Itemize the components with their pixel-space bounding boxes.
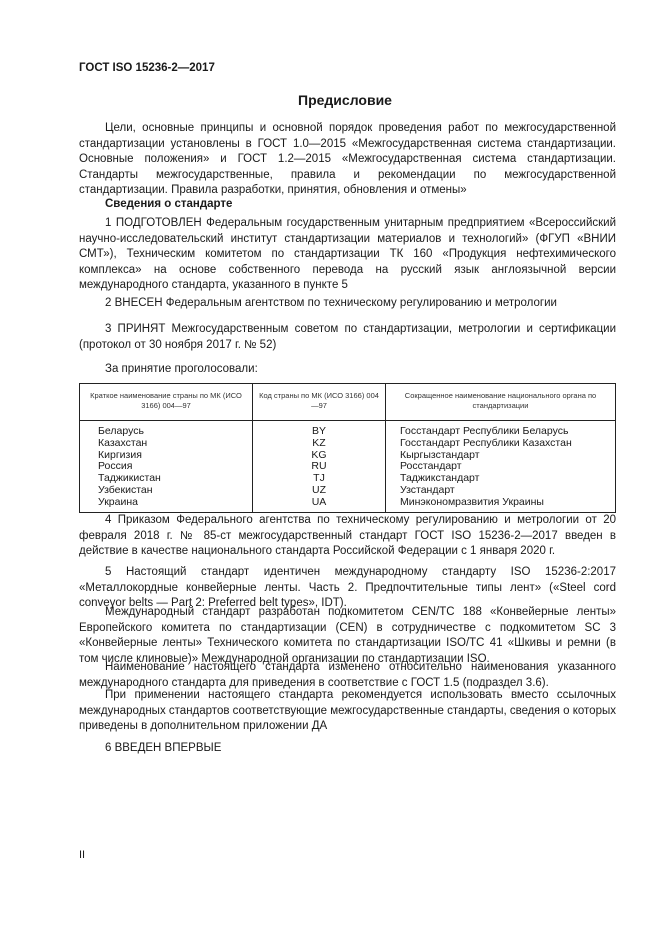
- body-cell: Росстандарт: [386, 461, 616, 473]
- table-row: [80, 438, 616, 450]
- code-cell: RU: [253, 461, 386, 473]
- item-5-name-change-paragraph: Наименование настоящего стандарта изменено относительно наименования указанного международного стандарта для приведения в соответствие с ГОСТ 1.5 (подраздел 3.6).: [79, 661, 616, 689]
- item-3-paragraph: 3 ПРИНЯТ Межгосударственным советом по стандартизации, метрологии и сертификации (протокол от 30 ноября 2017 г. № 52): [79, 323, 616, 351]
- table-header-body: Сокращенное наименование национального органа по стандартизации: [386, 384, 616, 421]
- table-row: [80, 497, 616, 512]
- table-header-row: [80, 384, 616, 421]
- item-1-paragraph: 1 ПОДГОТОВЛЕН Федеральным государственным унитарным предприятием «Всероссийский научно-исследовательский институт стандартизации материалов и технологий» (ФГУП «ВНИИ СМТ»), Техническим комитетом по стандартизации ТК 160 «Продукция нефтехимического комплекса» на основе собственного перевода на русский язык англоязычной версии международного стандарта, указанного в пункте 5: [79, 217, 616, 292]
- intro-paragraph: Цели, основные принципы и основной порядок проведения работ по межгосударственной стандартизации установлены в ГОСТ 1.0—2015 «Межгосударственная система стандартизации. Основные положения» и ГОСТ 1.2—2015 «Межгосударственная система стандартизации. Стандарты межгосударственные, правила и рекомендации по межгосударственной стандартизации. Правила разработки, принятия, обновления и отмены»: [79, 122, 616, 197]
- document-header: ГОСТ ISO 15236-2—2017: [79, 62, 215, 74]
- page-number: II: [79, 849, 86, 861]
- body-cell: Госстандарт Республики Казахстан: [386, 438, 616, 450]
- item-4-paragraph: 4 Приказом Федерального агентства по техническому регулированию и метрологии от 20 февраля 2018 г. № 85-ст межгосударственный стандарт ГОСТ ISO 15236-2—2017 введен в действие в качестве национального стандарта Российской Федерации с 1 января 2020 г.: [79, 514, 616, 558]
- code-cell: TJ: [253, 473, 386, 485]
- body-cell: Госстандарт Республики Беларусь: [386, 421, 616, 438]
- section-subheading: Сведения о стандарте: [105, 198, 233, 210]
- table-header-country: Краткое наименование страны по МК (ИСО 3166) 004—97: [80, 384, 253, 421]
- code-cell: BY: [253, 421, 386, 438]
- code-cell: UA: [253, 497, 386, 512]
- country-cell: Украина: [80, 497, 253, 512]
- body-cell: Узстандарт: [386, 485, 616, 497]
- country-cell: Узбекистан: [80, 485, 253, 497]
- item-2-paragraph: 2 ВНЕСЕН Федеральным агентством по техническому регулированию и метрологии: [105, 297, 557, 309]
- body-cell: Таджикстандарт: [386, 473, 616, 485]
- code-cell: KZ: [253, 438, 386, 450]
- country-cell: Казахстан: [80, 438, 253, 450]
- page-title: Предисловие: [298, 92, 392, 108]
- table-row: [80, 421, 616, 438]
- item-5-paragraph: 5 Настоящий стандарт идентичен международному стандарту ISO 15236-2:2017 «Металлокордные конвейерные ленты. Часть 2. Предпочтительные типы лент» («Steel cord conveyor belts — Part 2: Preferred belt types», IDT).: [79, 566, 616, 610]
- table-header-code: Код страны по МК (ИСО 3166) 004—97: [253, 384, 386, 421]
- table-row: [80, 473, 616, 485]
- country-cell: Россия: [80, 461, 253, 473]
- table-row: [80, 485, 616, 497]
- item-6-paragraph: 6 ВВЕДЕН ВПЕРВЫЕ: [105, 742, 222, 754]
- voted-label: За принятие проголосовали:: [105, 363, 258, 375]
- country-cell: Таджикистан: [80, 473, 253, 485]
- item-5-regional-paragraph: Международный стандарт разработан подкомитетом CEN/TC 188 «Конвейерные ленты» Европейского комитета по стандартизации (CEN) в сотрудничестве с подкомитетом SC 3 «Конвейерные ленты» Технического комитета по стандартизации ISO/TC 41 «Шкивы и ремни (в том числе клиновые)» Международной организации по стандартизации ISO.: [79, 606, 616, 665]
- body-cell: Минэкономразвития Украины: [386, 497, 616, 512]
- country-cell: Киргизия: [80, 450, 253, 462]
- body-cell: Кыргызстандарт: [386, 450, 616, 462]
- voting-table: [79, 383, 616, 513]
- code-cell: UZ: [253, 485, 386, 497]
- item-5-usage-paragraph: При применении настоящего стандарта рекомендуется использовать вместо ссылочных международных стандартов соответствующие межгосударственные стандарты, сведения о которых приведены в дополнительном приложении ДА: [79, 689, 616, 733]
- country-cell: Беларусь: [80, 421, 253, 438]
- table-row: [80, 450, 616, 462]
- code-cell: KG: [253, 450, 386, 462]
